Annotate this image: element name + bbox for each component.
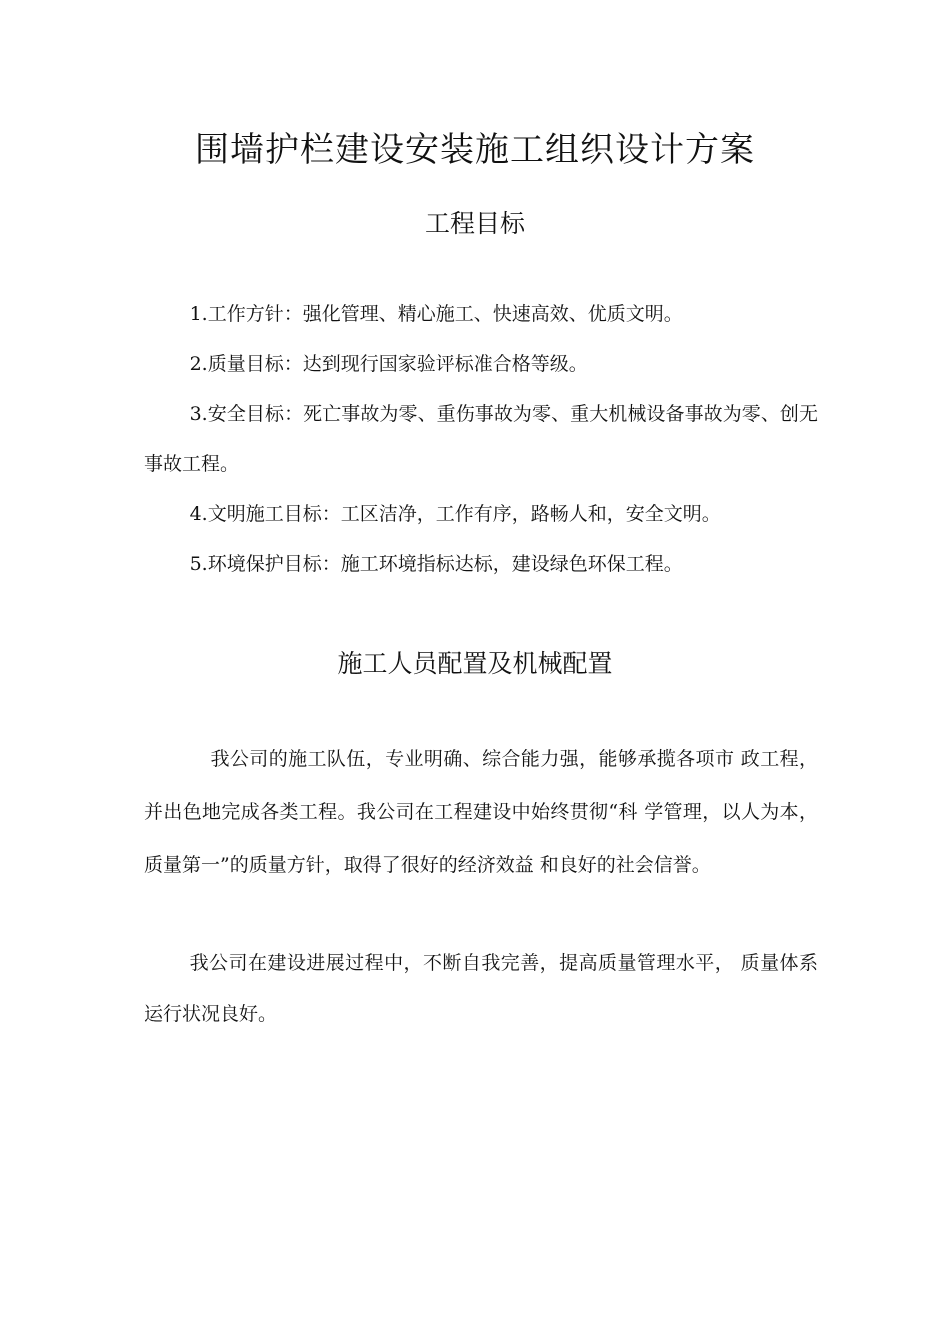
- goal-item-1: 1.工作方针：强化管理、精心施工、快速高效、优质文明。: [189, 303, 683, 325]
- goal-item-3: 3.安全目标：死亡事故为零、重伤事故为零、重大机械设备事故为零、创无事故工程。: [144, 403, 818, 475]
- document-title: 围墙护栏建设安装施工组织设计方案: [195, 130, 755, 170]
- staffing-paragraph-1: 我公司的施工队伍，专业明确、综合能力强，能够承揽各项市 政工程，并出色地完成各类工程。我公司在工程建设中始终贯彻“科 学管理，以人为本，质量第一”的质量方针，取得了很好的经济效益 和良好的社会信誉。: [144, 748, 818, 876]
- staffing-paragraph-2: 我公司在建设进展过程中，不断自我完善，提高质量管理水平， 质量体系运行状况良好。: [144, 952, 818, 1025]
- goal-item-4: 4.文明施工目标：工区洁净，工作有序，路畅人和，安全文明。: [189, 503, 721, 525]
- section-heading-staffing: 施工人员配置及机械配置: [337, 649, 613, 678]
- goal-item-2: 2.质量目标：达到现行国家验评标准合格等级。: [189, 353, 588, 375]
- goal-item-5: 5.环境保护目标：施工环境指标达标，建设绿色环保工程。: [189, 553, 683, 575]
- section-heading-goals: 工程目标: [424, 209, 525, 238]
